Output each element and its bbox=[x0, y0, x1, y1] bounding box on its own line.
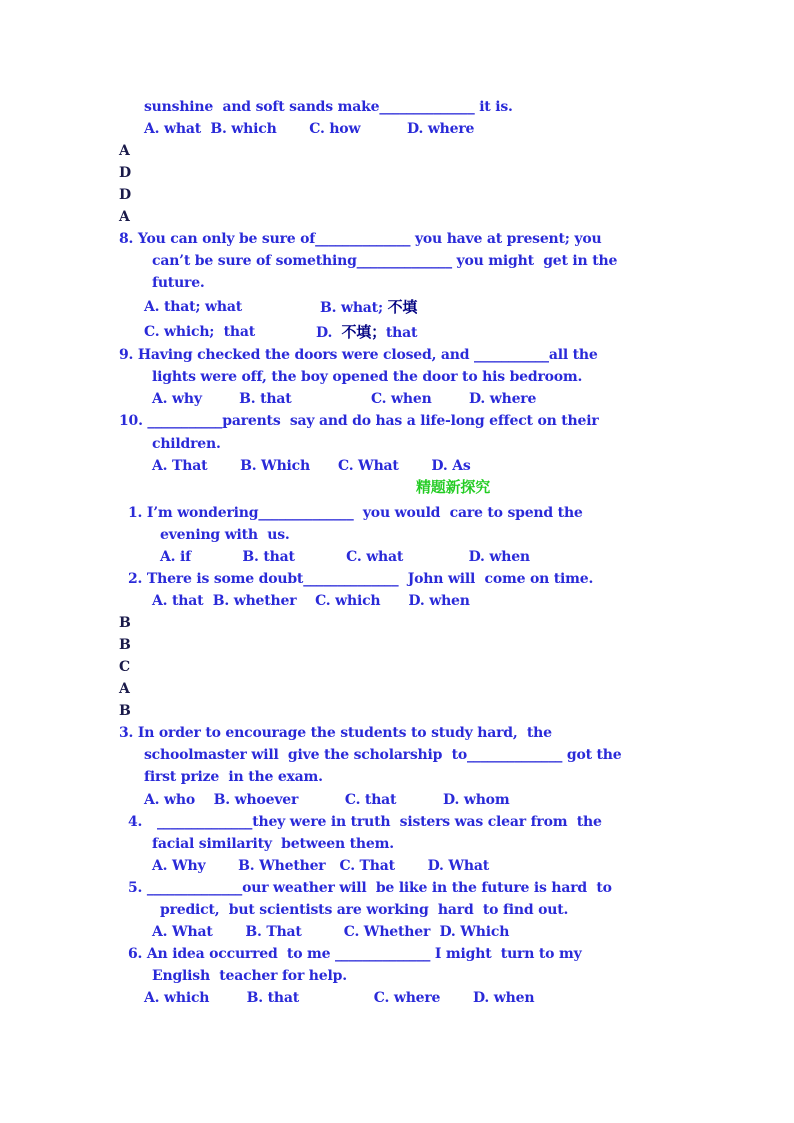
question-10-options: A. That B. Which C. What D. As bbox=[152, 458, 471, 474]
new-question-1-stem-cont: evening with us. bbox=[160, 527, 290, 543]
new-question-6-stem: 6. An idea occurred to me ______________ I might turn to my bbox=[128, 946, 582, 962]
question-8-stem-cont: can’t be sure of something______________ you might get in the bbox=[152, 253, 618, 269]
new-question-5-stem: 5. ______________our weather will be like in the future is hard to bbox=[128, 880, 612, 896]
question-10-stem-cont: children. bbox=[152, 436, 221, 452]
new-question-1-options: A. if B. that C. what D. when bbox=[160, 549, 530, 565]
question-7-options: A. what B. which C. how D. where bbox=[144, 121, 475, 137]
question-8-option-b: B. what; 不填 bbox=[320, 298, 418, 316]
new-question-3-stem: 3. In order to encourage the students to study hard, the bbox=[119, 725, 552, 741]
answer-key-line: A bbox=[119, 143, 130, 159]
question-8-option-d: D. 不填；that bbox=[316, 323, 418, 341]
question-8-option-a: A. that; what bbox=[144, 299, 243, 315]
new-question-4-options: A. Why B. Whether C. That D. What bbox=[152, 858, 490, 874]
question-9-stem-cont: lights were off, the boy opened the door to his bedroom. bbox=[152, 369, 583, 385]
new-question-3-options: A. who B. whoever C. that D. whom bbox=[144, 792, 510, 808]
new-question-4-stem: ______________they were in truth sisters was clear from the bbox=[157, 814, 602, 830]
question-10-stem: 10. ___________parents say and do has a life-long effect on their bbox=[119, 413, 599, 429]
answer-key-line: A bbox=[119, 209, 130, 225]
new-question-6-stem-cont: English teacher for help. bbox=[152, 968, 347, 984]
section-heading: 精题新探究 bbox=[416, 478, 491, 496]
new-question-2-options: A. that B. whether C. which D. when bbox=[152, 593, 470, 609]
new-question-6-options: A. which B. that C. where D. when bbox=[144, 990, 535, 1006]
new-question-3-stem-cont: first prize in the exam. bbox=[144, 769, 323, 785]
question-8-option-c: C. which; that bbox=[144, 324, 255, 340]
answer-key-line: B bbox=[119, 637, 131, 653]
new-question-5-stem-cont: predict, but scientists are working hard to find out. bbox=[160, 902, 569, 918]
question-9-stem: 9. Having checked the doors were closed, and ___________all the bbox=[119, 347, 598, 363]
new-question-4-stem-cont: facial similarity between them. bbox=[152, 836, 394, 852]
new-question-3-stem-cont: schoolmaster will give the scholarship to______________ got the bbox=[144, 747, 622, 763]
answer-key-line: D bbox=[119, 187, 131, 203]
answer-key-line: A bbox=[119, 681, 130, 697]
question-8-stem: 8. You can only be sure of______________ you have at present; you bbox=[119, 231, 602, 247]
question-7-stem-end: sunshine and soft sands make______________ it is. bbox=[144, 99, 513, 115]
answer-key-line: D bbox=[119, 165, 131, 181]
new-question-5-options: A. What B. That C. Whether D. Which bbox=[152, 924, 510, 940]
new-question-1-stem: 1. I’m wondering______________ you would care to spend the bbox=[128, 505, 583, 521]
question-8-stem-cont: future. bbox=[152, 275, 205, 291]
new-question-2-stem: 2. There is some doubt______________ John will come on time. bbox=[128, 571, 594, 587]
answer-key-line: B bbox=[119, 703, 131, 719]
question-9-options: A. why B. that C. when D. where bbox=[152, 391, 537, 407]
new-question-4-number: 4. bbox=[128, 814, 143, 830]
answer-key-line: C bbox=[119, 659, 130, 675]
answer-key-line: B bbox=[119, 615, 131, 631]
